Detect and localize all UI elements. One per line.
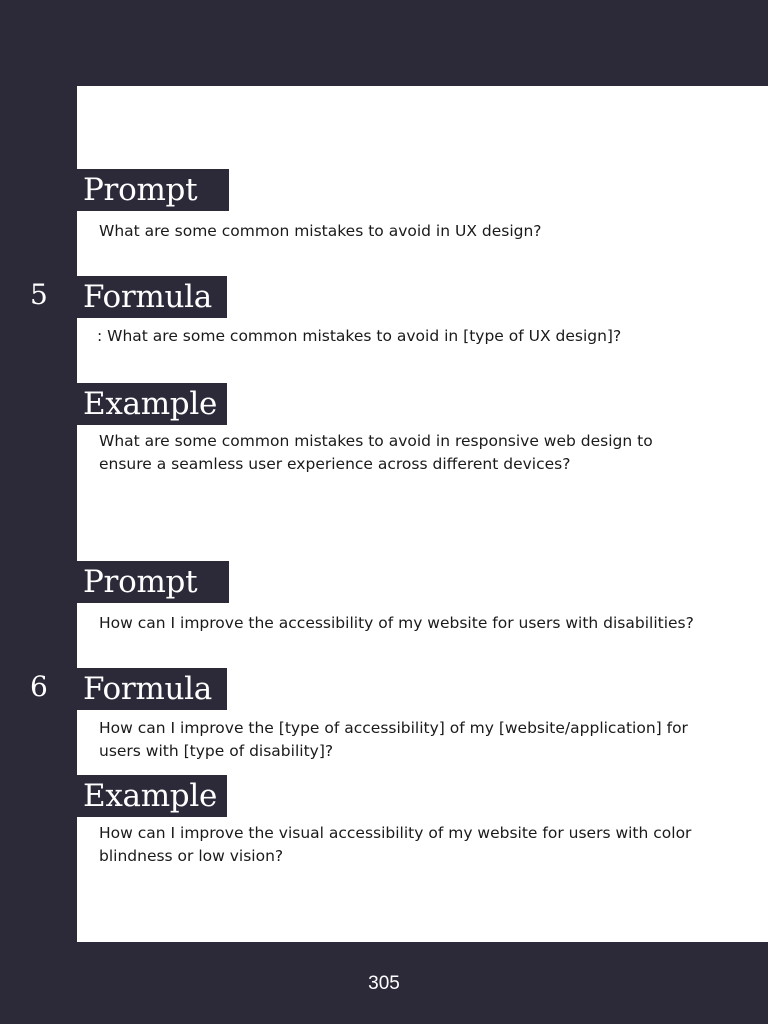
prompt-text: How can I improve the accessibility of my website for users with disabilities? (99, 614, 694, 632)
prompt-label: Prompt (77, 561, 229, 603)
prompt-text: What are some common mistakes to avoid in UX design? (99, 222, 542, 240)
example-text: How can I improve the visual accessibility of my website for users with color blindness or low vision? (99, 824, 692, 865)
formula-label: Formula (77, 668, 227, 710)
prompt-label: Prompt (77, 169, 229, 211)
section-number: 6 (30, 670, 48, 703)
formula-label: Formula (77, 276, 227, 318)
formula-text: : What are some common mistakes to avoid in [type of UX design]? (97, 327, 622, 345)
formula-text: How can I improve the [type of accessibility] of my [website/application] for users with [type of disability]? (99, 719, 688, 760)
page-number: 305 (368, 973, 400, 994)
example-text: What are some common mistakes to avoid in responsive web design to ensure a seamless user experience across different devices? (99, 432, 653, 473)
example-label: Example (77, 775, 227, 817)
example-label: Example (77, 383, 227, 425)
section-number: 5 (30, 278, 48, 311)
